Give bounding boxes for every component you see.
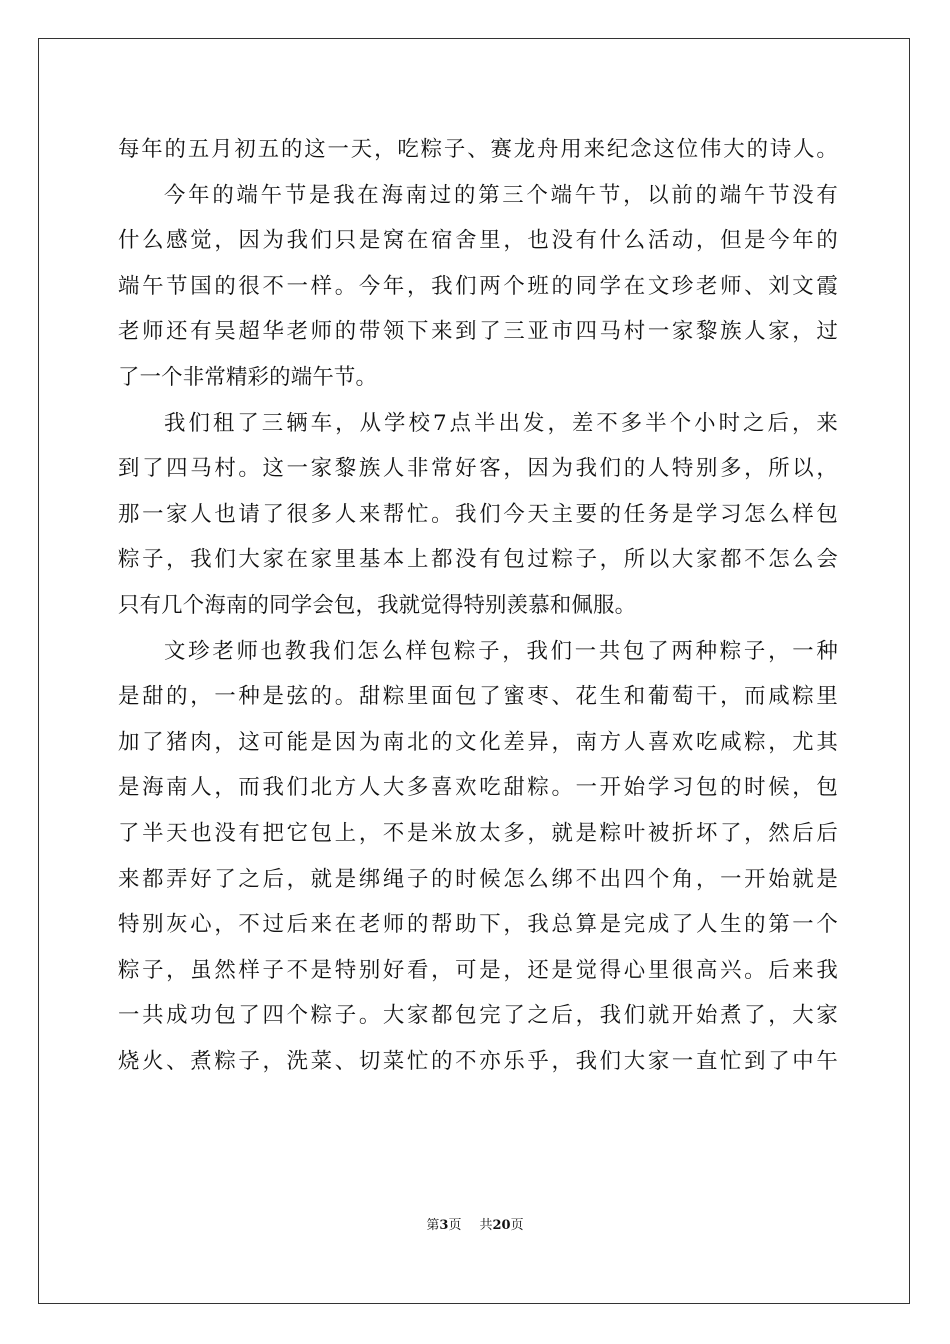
text-line: 了一个非常精彩的端午节。 xyxy=(118,364,378,390)
text-line: 烧火、煮粽子，洗菜、切菜忙的不亦乐乎，我们大家一直忙到了中午 xyxy=(118,1048,838,1074)
text-line: 粽子，我们大家在家里基本上都没有包过粽子，所以大家都不怎么会 xyxy=(118,547,838,573)
text-line: 了半天也没有把它包上，不是米放太多，就是粽叶被折坏了，然后后 xyxy=(118,820,838,846)
text-line: 粽子，虽然样子不是特别好看，可是，还是觉得心里很高兴。后来我 xyxy=(118,957,838,983)
text-line: 文珍老师也教我们怎么样包粽子，我们一共包了两种粽子，一种 xyxy=(164,638,838,664)
text-line: 每年的五月初五的这一天，吃粽子、赛龙舟用来纪念这位伟大的诗人。 xyxy=(118,137,838,162)
total-pages: 20 xyxy=(492,1218,511,1233)
page-prefix: 第 xyxy=(426,1218,440,1233)
text-line: 老师还有吴超华老师的带领下来到了三亚市四马村一家黎族人家，过 xyxy=(118,319,838,345)
text-line: 端午节国的很不一样。今年，我们两个班的同学在文珍老师、刘文霞 xyxy=(118,273,838,299)
text-line: 今年的端午节是我在海南过的第三个端午节，以前的端午节没有 xyxy=(164,182,838,208)
text-line: 我们租了三辆车，从学校7点半出发，差不多半个小时之后，来 xyxy=(164,410,838,436)
text-line: 一共成功包了四个粽子。大家都包完了之后，我们就开始煮了，大家 xyxy=(118,1003,838,1029)
page-footer xyxy=(0,1218,950,1234)
text-line: 是海南人，而我们北方人大多喜欢吃甜粽。一开始学习包的时候，包 xyxy=(118,775,838,801)
text-line: 是甜的，一种是弦的。甜粽里面包了蜜枣、花生和葡萄干，而咸粽里 xyxy=(118,684,838,710)
total-prefix: 共 xyxy=(479,1218,493,1233)
text-line: 什么感觉，因为我们只是窝在宿舍里，也没有什么活动，但是今年的 xyxy=(118,228,838,254)
text-line: 只有几个海南的同学会包，我就觉得特别羡慕和佩服。 xyxy=(118,592,637,618)
text-line: 到了四马村。这一家黎族人非常好客，因为我们的人特别多，所以， xyxy=(118,456,838,482)
text-line: 加了猪肉，这可能是因为南北的文化差异，南方人喜欢吃咸粽，尤其 xyxy=(118,729,838,755)
text-line: 特别灰心，不过后来在老师的帮助下，我总算是完成了人生的第一个 xyxy=(118,912,838,938)
page-number: 3 xyxy=(439,1218,449,1233)
document-body xyxy=(118,127,838,1084)
page-suffix: 页 xyxy=(448,1218,462,1233)
total-suffix: 页 xyxy=(510,1218,524,1233)
text-line: 来都弄好了之后，就是绑绳子的时候怎么绑不出四个角，一开始就是 xyxy=(118,866,838,892)
text-line: 那一家人也请了很多人来帮忙。我们今天主要的任务是学习怎么样包 xyxy=(118,501,838,527)
